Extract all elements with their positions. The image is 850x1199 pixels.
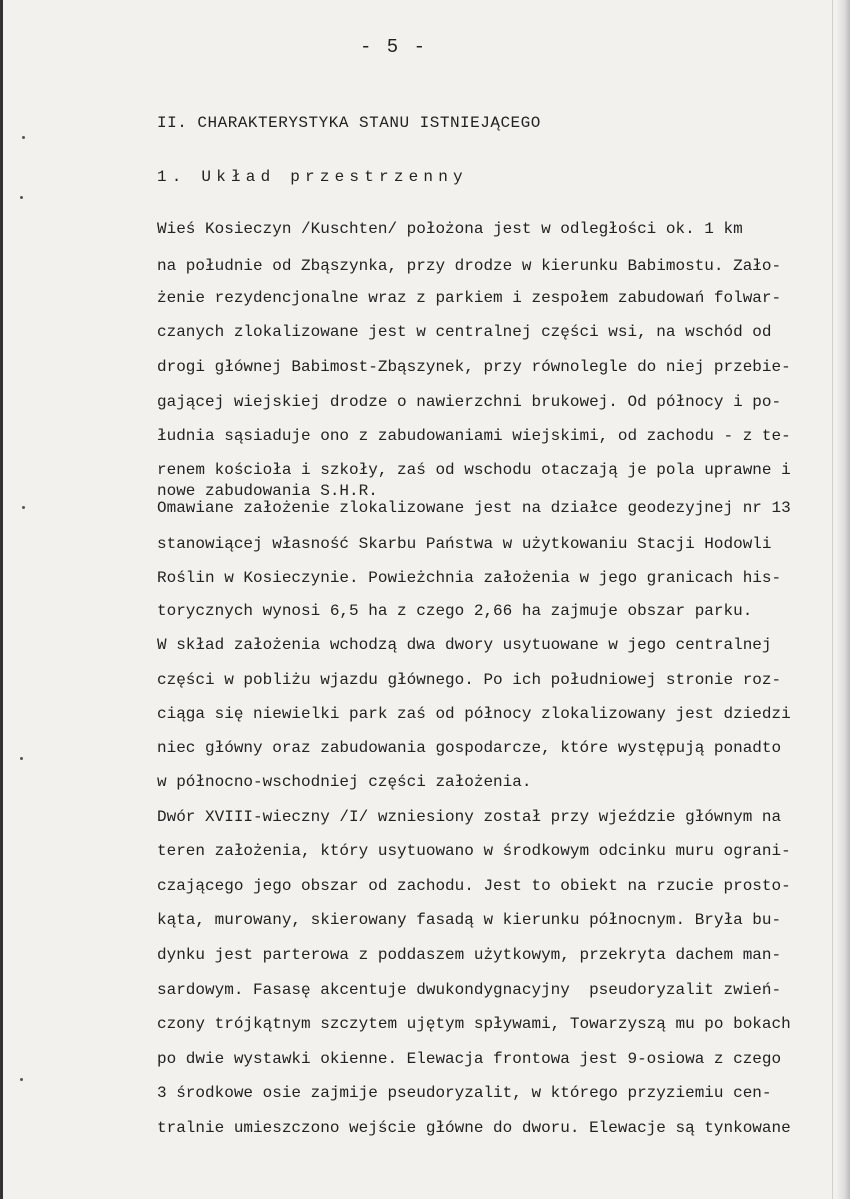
body-line: niec główny oraz zabudowania gospodarcze, które występują ponadto [157, 739, 782, 757]
body-line: żenie rezydencjonalne wraz z parkiem i zespołem zabudowań folwar- [157, 289, 782, 307]
body-line: teren założenia, który usytuowano w środkowym odcinku muru ograni- [157, 842, 791, 860]
body-line: ciąga się niewielki park zaś od północy zlokalizowany jest dziedzi [157, 705, 791, 723]
body-line: kąta, murowany, skierowany fasadą w kierunku północnym. Bryła bu- [157, 911, 782, 929]
scan-speck [20, 1078, 23, 1081]
scan-right-line [832, 0, 833, 1199]
body-line: czającego jego obszar od zachodu. Jest to obiekt na rzucie prosto- [157, 877, 791, 895]
body-line: nowe zabudowania S.H.R. [157, 482, 378, 500]
scan-speck [20, 196, 23, 199]
body-line: Roślin w Kosieczynie. Powieżchnia założenia w jego granicach his- [157, 569, 782, 587]
scan-speck [22, 506, 25, 509]
scan-speck [22, 136, 25, 139]
body-line: gającej wiejskiej drodze o nawierzchni brukowej. Od północy i po- [157, 393, 782, 411]
body-line: łudnia sąsiaduje ono z zabudowaniami wiejskimi, od zachodu - z te- [157, 427, 791, 445]
scan-speck [20, 757, 23, 760]
body-line: sardowym. Fasasę akcentuje dwukondygnacyjny pseudoryzalit zwień- [157, 981, 782, 999]
body-line: stanowiącej własność Skarbu Państwa w użytkowaniu Stacji Hodowli [157, 535, 772, 553]
chapter-heading: II. CHARAKTERYSTYKA STANU ISTNIEJĄCEGO [157, 114, 541, 132]
section-heading: 1. Układ przestrzenny [157, 168, 468, 186]
body-line: 3 środkowe osie zajmije pseudoryzalit, w którego przyziemiu cen- [157, 1084, 772, 1102]
body-line: drogi głównej Babimost-Zbąszynek, przy równolegle do niej przebie- [157, 358, 791, 376]
body-line: części w pobliżu wjazdu głównego. Po ich południowej stronie roz- [157, 671, 782, 689]
body-line: renem kościoła i szkoły, zaś od wschodu otaczają je pola uprawne i [157, 461, 791, 479]
body-line: na południe od Zbąszynka, przy drodze w kierunku Babimostu. Zało- [157, 257, 782, 275]
body-line: dynku jest parterowa z poddaszem użytkowym, przekryta dachem man- [157, 946, 782, 964]
body-line: Wieś Kosieczyn /Kuschten/ położona jest w odległości ok. 1 km [157, 220, 743, 238]
page-number: - 5 - [360, 36, 428, 58]
scan-right-edge [836, 0, 850, 1199]
body-line: W skład założenia wchodzą dwa dwory usytuowane w jego centralnej [157, 636, 772, 654]
body-line: tralnie umieszczono wejście główne do dworu. Elewacje są tynkowane [157, 1119, 791, 1137]
body-line: po dwie wystawki okienne. Elewacja frontowa jest 9-osiowa z czego [157, 1050, 782, 1068]
body-line: torycznych wynosi 6,5 ha z czego 2,66 ha zajmuje obszar parku. [157, 602, 753, 620]
body-line: Omawiane założenie zlokalizowane jest na działce geodezyjnej nr 13 [157, 499, 791, 517]
body-line: czony trójkątnym szczytem ujętym spływami, Towarzyszą mu po bokach [157, 1015, 791, 1033]
body-line: czanych zlokalizowane jest w centralnej części wsi, na wschód od [157, 323, 772, 341]
body-line: Dwór XVIII-wieczny /I/ wzniesiony został przy wjeździe głównym na [157, 808, 782, 826]
scan-left-edge [0, 0, 3, 1199]
body-line: w północno-wschodniej części założenia. [157, 773, 532, 791]
